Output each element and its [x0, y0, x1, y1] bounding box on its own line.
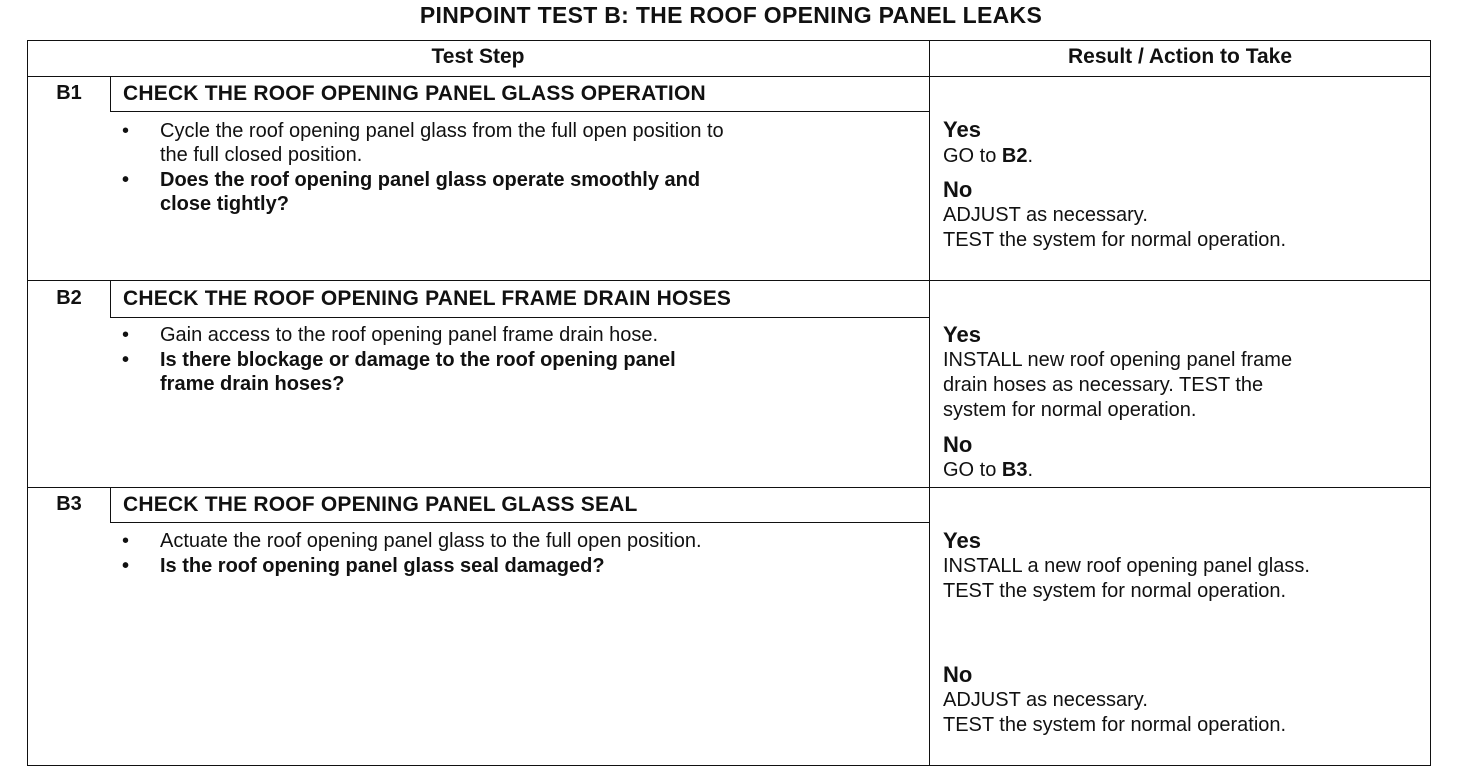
action-text: TEST the system for normal operation.: [943, 580, 1287, 602]
bullet-marker: •: [122, 349, 130, 371]
header-test-step: Test Step: [431, 45, 525, 68]
step-id: B1: [56, 82, 82, 104]
no-label: No: [943, 177, 973, 202]
bullet-text: Gain access to the roof opening panel frame drain hose.: [160, 324, 659, 346]
bullet-marker: •: [122, 120, 130, 142]
action-text: ADJUST as necessary.: [943, 204, 1148, 226]
yes-label: Yes: [943, 117, 981, 142]
bullet-text: Cycle the roof opening panel glass from the full open position to: [160, 120, 724, 142]
question-text: frame drain hoses?: [160, 373, 345, 395]
column-divider: [929, 40, 930, 766]
header-result-action: Result / Action to Take: [1067, 45, 1293, 68]
step-title: CHECK THE ROOF OPENING PANEL GLASS OPERATION: [123, 82, 706, 105]
action-text: TEST the system for normal operation.: [943, 714, 1287, 736]
step-reference: B3: [1001, 459, 1028, 481]
bullet-item: [122, 529, 922, 553]
question-text: close tightly?: [160, 193, 289, 215]
bullet-question: [122, 168, 922, 216]
action-text: INSTALL new roof opening panel frame: [943, 349, 1293, 371]
question-text: Is the roof opening panel glass seal damaged?: [160, 555, 605, 577]
bullet-text: Actuate the roof opening panel glass to the full open position.: [160, 530, 702, 552]
step-title: CHECK THE ROOF OPENING PANEL GLASS SEAL: [123, 493, 638, 516]
no-action: [943, 203, 1286, 253]
step-title-underline: [110, 111, 929, 112]
page-title: PINPOINT TEST B: THE ROOF OPENING PANEL LEAKS: [419, 2, 1043, 28]
action-text: GO to: [943, 459, 1002, 481]
step-id: B2: [56, 287, 82, 309]
bullet-marker: •: [122, 555, 130, 577]
step-title-underline: [110, 317, 929, 318]
step-title: CHECK THE ROOF OPENING PANEL FRAME DRAIN HOSES: [123, 287, 732, 310]
yes-label: Yes: [943, 528, 981, 553]
action-text: .: [1027, 459, 1034, 481]
row-divider: [27, 280, 1431, 281]
step-reference: B2: [1001, 145, 1028, 167]
action-text: system for normal operation.: [943, 399, 1197, 421]
bullet-item: [122, 323, 922, 347]
no-action: [943, 458, 1033, 483]
action-text: GO to: [943, 145, 1002, 167]
action-text: ADJUST as necessary.: [943, 689, 1148, 711]
yes-label: Yes: [943, 322, 981, 347]
no-label: No: [943, 432, 973, 457]
yes-action: [943, 554, 1310, 604]
step-title-underline: [110, 522, 929, 523]
bullet-question: [122, 348, 922, 396]
yes-action: [943, 144, 1033, 169]
row-divider: [27, 487, 1431, 488]
bullet-item: [122, 119, 922, 167]
bullet-marker: •: [122, 169, 130, 191]
action-text: .: [1027, 145, 1034, 167]
no-label: No: [943, 662, 973, 687]
question-text: Does the roof opening panel glass operate smoothly and: [160, 169, 701, 191]
bullet-marker: •: [122, 324, 130, 346]
action-text: INSTALL a new roof opening panel glass.: [943, 555, 1310, 577]
step-id: B3: [56, 493, 82, 515]
no-action: [943, 688, 1286, 738]
action-text: TEST the system for normal operation.: [943, 229, 1287, 251]
header-divider: [27, 76, 1431, 77]
bullet-marker: •: [122, 530, 130, 552]
question-text: Is there blockage or damage to the roof opening panel: [160, 349, 676, 371]
bullet-question: [122, 554, 922, 578]
action-text: drain hoses as necessary. TEST the: [943, 374, 1264, 396]
yes-action: [943, 348, 1292, 423]
bullet-text: the full closed position.: [160, 144, 363, 166]
